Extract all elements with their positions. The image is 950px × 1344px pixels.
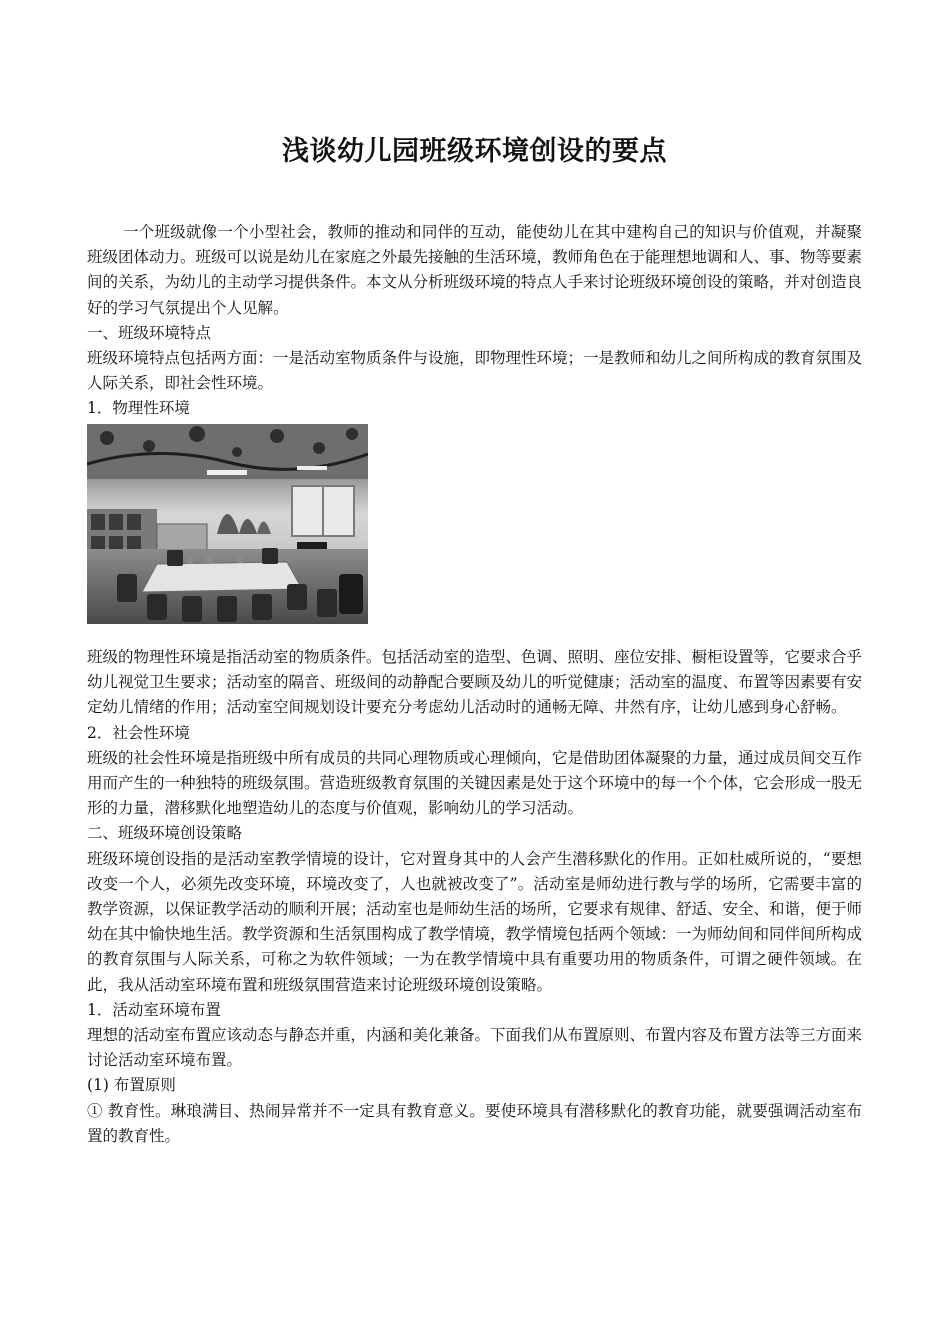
paragraph: 班级环境创设指的是活动室教学情境的设计，它对置身其中的人会产生潜移默化的作用。正如杜威所说的，“要想改变一个人，必须先改变环境，环境改变了，人也就被改变了”。活动室是师幼进行教与学的场所，它需要丰富的教学资源，以保证教学活动的顺利开展；活动室也是师幼生活的场所，它要求有规律、舒适、安全、和谐，便于师幼在其中愉快地生活。教学资源和生活氛围构成了教学情境，教学情境包括两个领域：一为师幼间和同伴间所构成的教育氛围与人际关系，可称之为软件领域；一为在教学情境中具有重要功用的物质条件，可谓之硬件领域。在此，我从活动室环境布置和班级氛围营造来讨论班级环境创设策略。 (87, 849, 863, 994)
subsection-heading-1-1: 1．物理性环境 (87, 399, 190, 418)
paragraph: 理想的活动室布置应该动态与静态并重，内涵和美化兼备。下面我们从布置原则、布置内容及布置方法等三方面来讨论活动室环境布置。 (87, 1026, 863, 1070)
body-section-top (87, 220, 862, 624)
classroom-photo-drawing (87, 424, 368, 624)
section-heading-1: 一、班级环境特点 (87, 323, 212, 342)
paragraph: 班级环境特点包括两方面：一是活动室物质条件与设施，即物理性环境；一是教师和幼儿之间所构成的教育氛围及人际关系，即社会性环境。 (87, 349, 863, 393)
subsection-heading-2-1-1: (1) 布置原则 (87, 1076, 176, 1095)
paragraph: 班级的社会性环境是指班级中所有成员的共同心理物质或心理倾向，它是借助团体凝聚的力量，通过成员间交互作用而产生的一种独特的班级氛围。营造班级教育氛围的关键因素是处于这个环境中的每一个个体，它会形成一股无形的力量，潜移默化地塑造幼儿的态度与价值观，影响幼儿的学习活动。 (87, 748, 863, 818)
classroom-photo (87, 424, 368, 624)
page-title: 浅谈幼儿园班级环境创设的要点 (282, 136, 667, 167)
section-heading-2: 二、班级环境创设策略 (87, 824, 243, 843)
intro-paragraph: 一个班级就像一个小型社会，教师的推动和同伴的互动，能使幼儿在其中建构自己的知识与价值观，并凝聚班级团体动力。班级可以说是幼儿在家庭之外最先接触的生活环境，教师角色在于能理想地调和人、事、物等要素间的关系，为幼儿的主动学习提供条件。本文从分析班级环境的特点人手来讨论班级环境创设的策略，并对创造良好的学习气氛提出个人见解。 (87, 223, 863, 317)
subsection-heading-2-1: 1．活动室环境布置 (87, 1000, 221, 1019)
paragraph: ① 教育性。琳琅满目、热闹异常并不一定具有教育意义。要使环境具有潜移默化的教育功能，就要强调活动室布置的教育性。 (87, 1101, 862, 1145)
subsection-heading-1-2: 2．社会性环境 (87, 723, 190, 742)
paragraph: 班级的物理性环境是指活动室的物质条件。包括活动室的造型、色调、照明、座位安排、橱柜设置等，它要求合乎幼儿视觉卫生要求；活动室的隔音、班级间的动静配合要顾及幼儿的听觉健康；活动室的温度、布置等因素要有安定幼儿情绪的作用；活动室空间规划设计要充分考虑幼儿活动时的通畅无障、井然有序，让幼儿感到身心舒畅。 (87, 648, 863, 717)
body-section-bottom (87, 645, 862, 1149)
